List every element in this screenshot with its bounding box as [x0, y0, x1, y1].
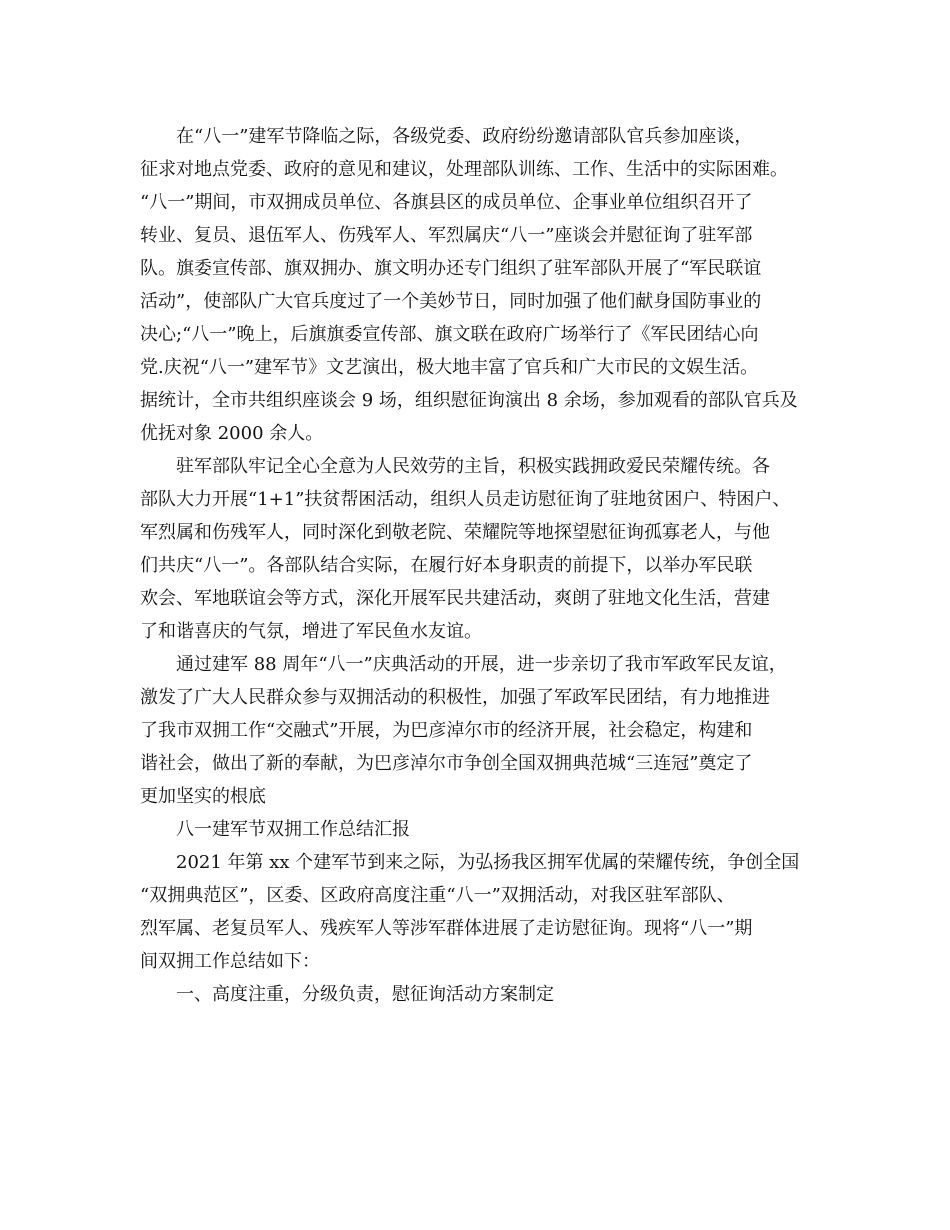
text-line: 征求对地点党委、政府的意见和建议，处理部队训练、工作、生活中的实际困难。	[140, 159, 788, 180]
text-line: 决心;“八一”晚上，后旗旗委宣传部、旗文联在政府广场举行了《军民团结心向	[140, 324, 759, 345]
text-line: 谐社会，做出了新的奉献，为巴彦淖尔市争创全国双拥典范城“三连冠”奠定了	[140, 753, 753, 774]
text-line: 党.庆祝“八一”建军节》文艺演出，极大地丰富了官兵和广大市民的文娱生活。	[140, 357, 759, 378]
text-line: 欢会、军地联谊会等方式，深化开展军民共建活动，爽朗了驻地文化生活，营建	[140, 588, 770, 609]
text-line: 2021 年第 xx 个建军节到来之际，为弘扬我区拥军优属的荣耀传统，争创全国	[176, 852, 800, 873]
text-line: 队。旗委宣传部、旗双拥办、旗文明办还专门组织了驻军部队开展了“军民联谊	[140, 258, 762, 279]
text-line: “双拥典范区”，区委、区政府高度注重“八一”双拥活动，对我区驻军部队、	[140, 885, 735, 906]
text-line: 军烈属和伤残军人，同时深化到敬老院、荣耀院等地探望慰征询孤寡老人，与他	[140, 522, 770, 543]
text-line: 优抚对象 2000 余人。	[140, 423, 324, 444]
document-title: 八一建军节双拥工作总结汇报	[176, 819, 410, 840]
paragraph-1	[140, 120, 820, 450]
text-line: 部队大力开展“1+1”扶贫帮困活动，组织人员走访慰征询了驻地贫困户、特困户、	[140, 489, 791, 510]
text-line: 激发了广大人民群众参与双拥活动的积极性，加强了军政军民团结，有力地推进	[140, 687, 770, 708]
intro-paragraph	[140, 846, 820, 978]
section-heading-paragraph	[140, 978, 820, 1011]
text-line: 了和谐喜庆的气氛，增进了军民鱼水友谊。	[140, 621, 482, 642]
text-line: “八一”期间，市双拥成员单位、各旗县区的成员单位、企事业单位组织召开了	[140, 192, 753, 213]
text-line: 了我市双拥工作“交融式”开展，为巴彦淖尔市的经济开展，社会稳定，构建和	[140, 720, 753, 741]
text-line: 烈军属、老复员军人、残疾军人等涉军群体进展了走访慰征询。现将“八一”期	[140, 918, 753, 939]
text-line: 转业、复员、退伍军人、伤残军人、军烈属庆“八一”座谈会并慰征询了驻军部	[140, 225, 753, 246]
text-line: 间双拥工作总结如下：	[140, 951, 320, 972]
document-title-paragraph	[140, 813, 820, 846]
text-line: 驻军部队牢记全心全意为人民效劳的主旨，积极实践拥政爱民荣耀传统。各	[176, 456, 770, 477]
text-line: 据统计，全市共组织座谈会 9 场，组织慰征询演出 8 余场，参加观看的部队官兵及	[140, 390, 798, 411]
paragraph-2	[140, 450, 820, 648]
text-line: 们共庆“八一”。各部队结合实际，在履行好本身职责的前提下，以举办军民联	[140, 555, 753, 576]
document-body	[140, 120, 820, 1011]
text-line: 更加坚实的根底	[140, 786, 266, 807]
text-line: 通过建军 88 周年“八一”庆典活动的开展，进一步亲切了我市军政军民友谊，	[176, 654, 787, 675]
paragraph-3	[140, 648, 820, 813]
section-heading: 一、高度注重，分级负责，慰征询活动方案制定	[176, 984, 554, 1005]
text-line: 在“八一”建军节降临之际，各级党委、政府纷纷邀请部队官兵参加座谈，	[176, 126, 753, 147]
text-line: 活动”，使部队广大官兵度过了一个美妙节日，同时加强了他们献身国防事业的	[140, 291, 762, 312]
